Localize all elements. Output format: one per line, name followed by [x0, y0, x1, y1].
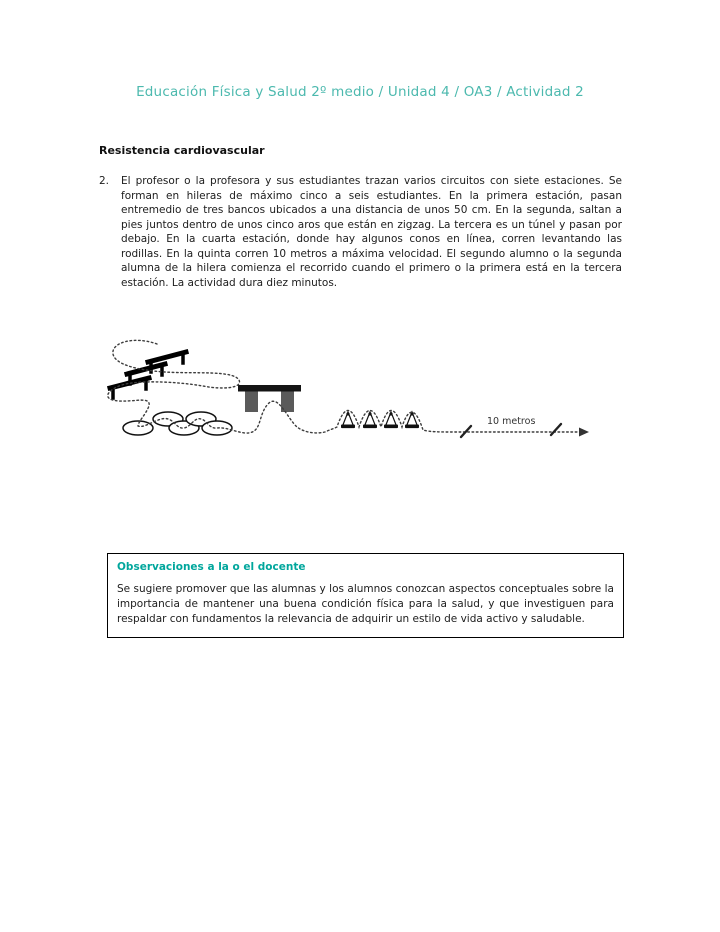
teacher-note-box — [107, 553, 624, 638]
circuit-diagram — [95, 330, 595, 452]
note-box-title: Observaciones a la o el docente — [117, 561, 306, 573]
activity-item — [99, 174, 622, 290]
distance-label: 10 metros — [487, 416, 536, 427]
bench-icon — [110, 352, 186, 398]
note-box-body: Se sugiere promover que las alumnas y los alumnos conozcan aspectos conceptuales sobre la importancia de mantener una buena condición física para la salud, y que investiguen para respaldar con fundamentos la relevancia de adquirir un estilo de vida activo y saludable. — [117, 583, 614, 625]
activity-text: El profesor o la profesora y sus estudiantes trazan varios circuitos con siete estaciones. Se forman en hileras de máximo cinco a seis estudiantes. En la primera estación, pasan entremedio de tres bancos ubicados a una distancia de unos 50 cm. En la segunda, saltan a pies juntos dentro de unos cinco aros que están en zigzag. La tercera es un túnel y pasan por debajo. En la cuarta estación, donde hay algunos conos en línea, corren levantando las rodillas. En la quinta corren 10 metros a máxima velocidad. El segundo alumno o la segunda alumna de la hilera comienza el recorrido cuando el primero o la primera está en la tercera estación. La actividad dura diez minutos. — [121, 175, 622, 289]
section-heading: Resistencia cardiovascular — [99, 144, 265, 157]
arrow-right-icon — [579, 428, 589, 437]
page-title: Educación Física y Salud 2º medio / Unidad 4 / OA3 / Actividad 2 — [136, 84, 584, 100]
activity-number: 2. — [99, 175, 110, 187]
tunnel-icon — [238, 385, 301, 412]
